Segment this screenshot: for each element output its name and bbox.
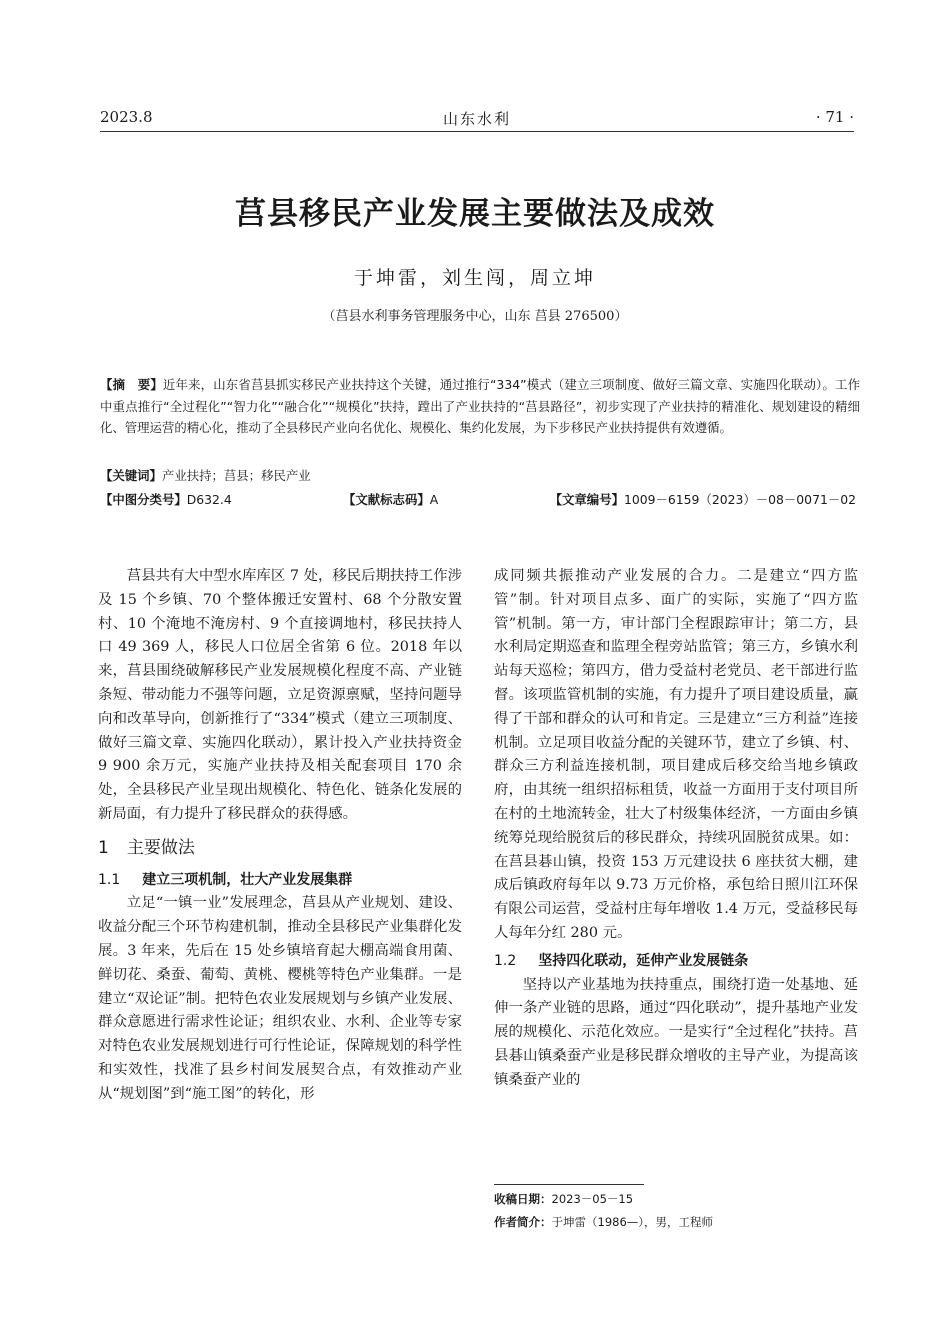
page-header xyxy=(100,108,854,130)
received-label: 收稿日期： xyxy=(494,1192,552,1206)
article-number xyxy=(550,490,856,508)
left-column xyxy=(98,565,462,1107)
subsection-heading xyxy=(494,950,858,974)
clc-code xyxy=(100,490,232,508)
article-authors: 于坤雷，刘生闯，周立坤 xyxy=(353,267,596,289)
footnote-rule xyxy=(494,1184,644,1185)
keywords xyxy=(100,466,860,484)
section-heading xyxy=(98,837,462,861)
keywords-text: 产业扶持；莒县；移民产业 xyxy=(161,468,311,483)
section-title: 主要做法 xyxy=(126,837,195,858)
abstract xyxy=(100,374,860,439)
article-no-label: 【文章编号】 xyxy=(549,492,624,507)
article-title: 莒县移民产业发展主要做法及成效 xyxy=(235,196,715,232)
subsection-number: 1.1 xyxy=(98,871,121,888)
article-no-value: 1009－6159（2023）－08－0071－02 xyxy=(623,492,856,507)
journal-name: 山东水利 xyxy=(442,110,511,128)
author-affiliation: （莒县水利事务管理服务中心，山东 莒县 276500） xyxy=(322,309,628,324)
section-number: 1 xyxy=(98,837,109,858)
header-rule xyxy=(100,131,854,132)
abstract-text: 近年来，山东省莒县抓实移民产业扶持这个关键，通过推行“334”模式（建立三项制度、做好三篇文章、实施四化联动）。工作中重点推行“全过程化”“智力化”“融合化”“规模化”扶持，蹚出了产业扶持的“莒县路径”，初步实现了产业扶持的精准化、规划建设的精细化、管理运营的精心化，推动了全县移民产业向名优化、规模化、集约化发展，为下步移民产业扶持提供有效遵循。 xyxy=(100,377,860,435)
subsection-title: 建立三项机制，壮大产业发展集群 xyxy=(142,871,353,888)
page-number: · 71 · xyxy=(815,108,854,126)
body-paragraph: 坚持以产业基地为扶持重点，围绕打造一处基地、延伸一条产业链的思路，通过“四化联动”，提升基地产业发展的规模化、示范化效应。一是实行“全过程化”扶持。莒县碁山镇桑蚕产业是移民群众增收的主导产业，为提高该镇桑蚕产业的 xyxy=(494,976,858,1088)
abstract-label: 【摘 要】 xyxy=(100,377,163,392)
body-paragraph: 立足“一镇一业”发展理念，莒县从产业规划、建设、收益分配三个环节构建机制，推动全县移民产业集群化发展。3 年来，先后在 15 处乡镇培育起大棚高端食用菌、鲜切花、桑蚕、葡萄、黄桃、樱桃等特色产业集群。一是建立“双论证”制。把特色农业发展规划与乡镇产业发展、群众意愿进行需求性论证；组织农业、水利、企业等专家对特色农业发展规划进行可行性论证，保障规划的科学性和实效性，找准了县乡村间发展契合点，有效推动产业从“规划图”到“施工图”的转化，形 xyxy=(98,895,462,1102)
issue-number: 2023.8 xyxy=(100,108,153,126)
author-bio-label: 作者简介： xyxy=(494,1215,552,1229)
keywords-label: 【关键词】 xyxy=(100,468,162,483)
clc-value: D632.4 xyxy=(186,492,232,507)
author-bio xyxy=(494,1214,854,1230)
author-bio-value: 于坤雷（1986—），男，工程师 xyxy=(551,1215,714,1229)
received-value: 2023－05－15 xyxy=(551,1192,634,1206)
subsection-title: 坚持四化联动，延伸产业发展链条 xyxy=(538,952,749,969)
subsection-heading xyxy=(98,869,462,893)
clc-label: 【中图分类号】 xyxy=(100,492,187,507)
right-column xyxy=(494,565,858,1093)
doc-value: A xyxy=(429,492,439,507)
doc-label: 【文献标志码】 xyxy=(343,492,430,507)
body-paragraph: 成同频共振推动产业发展的合力。二是建立“四方监管”制。针对项目点多、面广的实际，实施了“四方监管”机制。第一方，审计部门全程跟踪审计；第二方，县水利局定期巡查和监理全程旁站监管；第三方，乡镇水利站每天巡检；第四方，借力受益村老党员、老干部进行监督。该项监管机制的实施，有力提升了项目建设质量，赢得了干部和群众的认可和肯定。三是建立“三方利益”连接机制。立足项目收益分配的关键环节，建立了乡镇、村、群众三方利益连接机制，项目建成后移交给当地乡镇政府，由其统一组织招标租赁，收益一方面用于支付项目所在村的土地流转金，壮大了村级集体经济，一方面由乡镇统筹兑现给脱贫后的移民群众，持续巩固脱贫成果。如：在莒县碁山镇，投资 153 万元建设扶 6 座扶贫大棚，建成后镇政府每年以 9.73 万元价格，承包给日照川江环保有限公司运营，受益村庄每年增收 1.4 万元，受益移民每人每年分红 280 元。 xyxy=(494,568,858,941)
subsection-number: 1.2 xyxy=(494,952,517,969)
intro-paragraph: 莒县共有大中型水库库区 7 处，移民后期扶持工作涉及 15 个乡镇、70 个整体搬迁安置村、68 个分散安置村、10 个淹地不淹房村、9 个直接调地村，移民扶持人口 49 369 人，移民人口位居全省第 6 位。2018 年以来，莒县围绕破解移民产业发展规模化程度不高、产业链条短、带动能力不强等问题，立足资源禀赋，坚持问题导向和改革导向，创新推行了“334”模式（建立三项制度、做好三篇文章、实施四化联动），累计投入产业扶持资金 9 900 余万元，实施产业扶持及相关配套项目 170 余处，全县移民产业呈现出规模化、特色化、链条化发展的新局面，有力提升了移民群众的获得感。 xyxy=(98,568,462,822)
classification-line xyxy=(100,490,856,510)
received-date xyxy=(494,1191,854,1207)
document-code xyxy=(343,490,438,508)
